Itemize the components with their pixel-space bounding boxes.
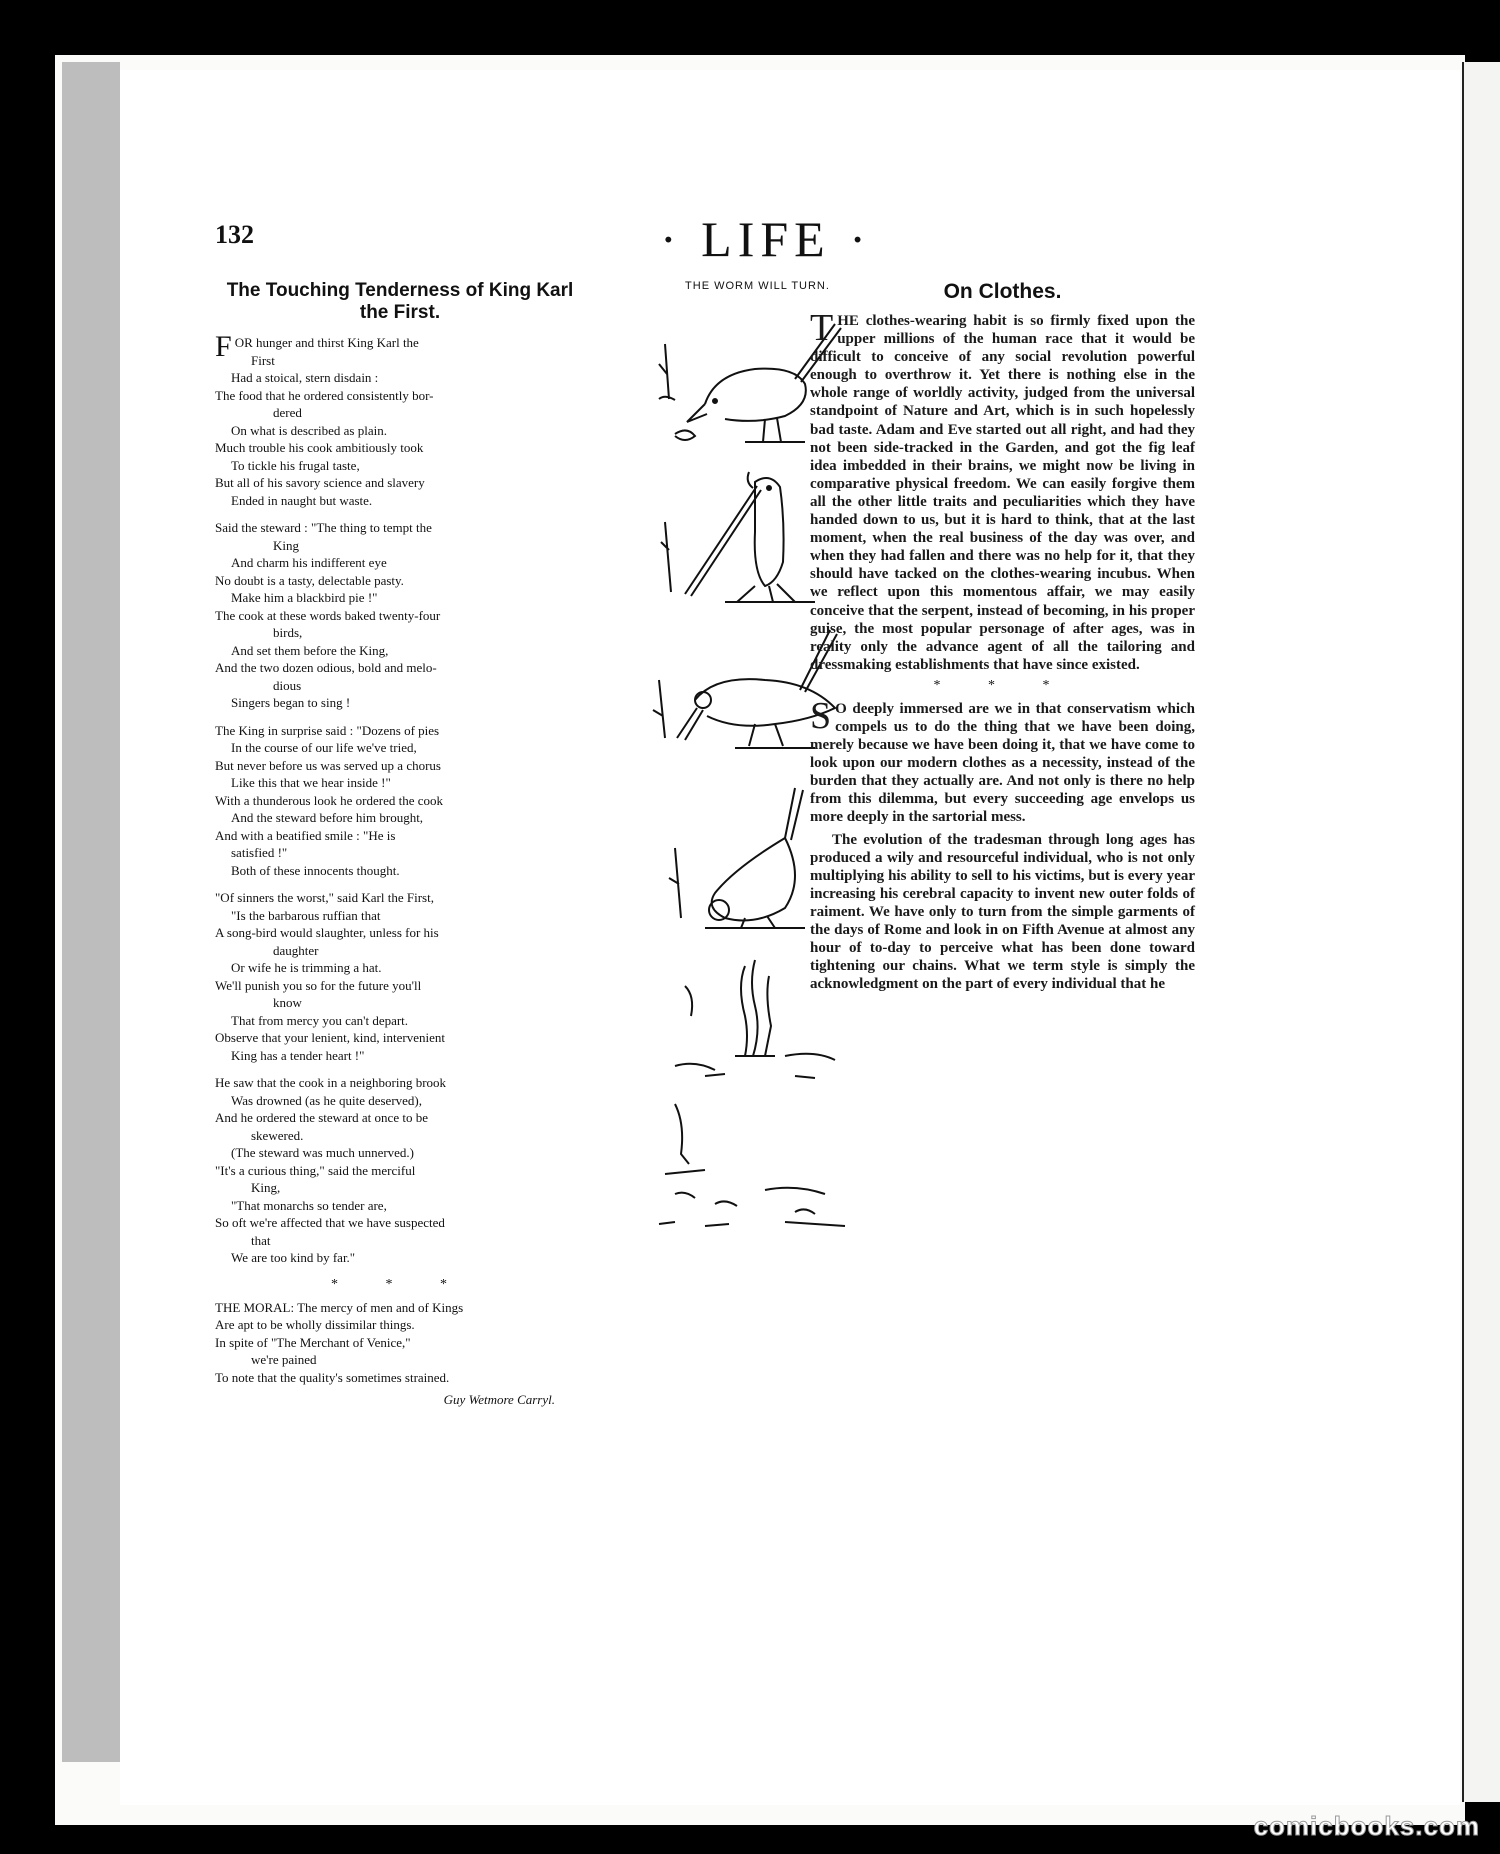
moral-line: we're pained <box>251 1352 317 1367</box>
poem-title: The Touching Tenderness of King Karl the First. <box>226 280 574 323</box>
cartoon-caption: THE WORM WILL TURN. <box>685 280 830 292</box>
poem-line: The King in surprise said : "Dozens of pies <box>215 722 440 738</box>
poem-line: "Is the barbarous ruffian that <box>231 907 381 923</box>
cartoon-panel-6-scattered-remains <box>645 1094 865 1234</box>
poem-line: And the two dozen odious, bold and melo- <box>215 660 437 675</box>
poem-line: Observe that your lenient, kind, intervenient <box>215 1030 445 1045</box>
poem-line: Ended in naught but waste. <box>231 492 373 508</box>
moral-line: In spite of "The Merchant of Venice," <box>215 1334 411 1350</box>
masthead-title: · LIFE · <box>660 211 872 267</box>
poem-line: King, <box>251 1180 281 1195</box>
poem-line: So oft we're affected that we have suspected <box>215 1215 445 1230</box>
poem-line: But all of his savory science and slavery <box>215 475 425 490</box>
essay-paragraph-2 <box>810 694 1195 827</box>
drop-cap-t: T <box>810 307 834 349</box>
poem-line: "That monarchs so tender are, <box>231 1197 387 1213</box>
poem-line: dered <box>273 405 302 420</box>
poem-drop-cap: F <box>215 330 232 363</box>
poem-line: skewered. <box>251 1127 304 1143</box>
essay-title: On Clothes. <box>943 280 1062 303</box>
poem-line: And the steward before him brought, <box>231 810 424 825</box>
essay-paragraph-2-text: O deeply immersed are we in that conservatism which compels us to do the thing that we have been doing, merely because we have been doing it, that we have come to look upon our modern clothes as a necessity, instead of the burden that they actually are. And not only is there no help from this dilemma, but every succeeding age envelops us more deeply in the sartorial mess. <box>810 700 1195 826</box>
poem-line: daughter <box>273 942 319 958</box>
section-divider-stars: * * * <box>331 1276 469 1292</box>
poem-line: He saw that the cook in a neighboring brook <box>215 1075 447 1090</box>
moral-line: To note that the quality's sometimes strained. <box>215 1369 450 1385</box>
magazine-page <box>120 70 1460 1805</box>
poem-line: On what is described as plain. <box>231 422 387 438</box>
poem-line: Both of these innocents thought. <box>231 862 400 878</box>
poem-line: satisfied !" <box>231 845 288 860</box>
poem-column <box>215 280 585 1408</box>
poem-line: To tickle his frugal taste, <box>231 457 360 473</box>
book-page-edges <box>62 62 120 1762</box>
drop-cap-s: S <box>810 694 832 737</box>
poem-line: that <box>251 1232 271 1248</box>
poem-line: In the course of our life we've tried, <box>231 740 417 755</box>
poem-line: The cook at these words baked twenty-four <box>215 607 441 623</box>
poem-stanza <box>215 889 585 1064</box>
essay-paragraph-3: The evolution of the tradesman through long ages has produced a wily and resourceful individual, who is not only multiplying his ability to sell to his victims, but is every year increasing his cerebral capacity to invent new outer folds of raiment. We have only to turn from the simple garments of the days of Rome and look in on Fifth Avenue at almost any hour of to-day to perceive what has been done toward tightening our chains. What we term style is simply the acknowledgment on the part of every individual that he <box>810 831 1195 993</box>
poem-line: Much trouble his cook ambitiously took <box>215 440 424 455</box>
poem-line: Like this that we hear inside !" <box>231 775 391 790</box>
poem-stanza <box>215 330 585 509</box>
poem-line: We are too kind by far." <box>231 1250 356 1265</box>
poem-line: King <box>273 537 299 553</box>
poem-body <box>215 330 585 1267</box>
next-page-edge <box>1462 62 1500 1802</box>
site-watermark: comicbooks.com <box>1253 1811 1480 1841</box>
essay-paragraph-1-text: HE clothes-wearing habit is so firmly fixed upon the upper millions of the human race that it would be difficult to conceive of any social revolution powerful enough to overthrow it. Yet there is nothing else in the whole range of worldly activity, judged from the universal standpoint of Nature and Art, which is in such hopelessly bad taste. Adam and Eve started out all right, and had they not been side-tracked in the Garden, and got the fig leaf idea imbedded in their brains, we might now be living in comparative physical freedom. We can easily forgive them all the other little traits and peculiarities which they have handed down to us, but it is hard to think, that at the last moment, when the real business of the day was over, and when they had fallen and there was no help for it, that they should have tacked on the clothes-wearing incubus. When we reflect upon this momentous affair, we may easily conceive that the serpent, instead of becoming, in his proper guise, the most popular personage of after ages, was in reality only the advance agent of all the tailoring and dressmaking establishments that have since existed. <box>810 313 1195 673</box>
poem-line: First <box>251 352 275 368</box>
author-signature: Guy Wetmore Carryl. <box>443 1392 555 1407</box>
poem-line: And charm his indifferent eye <box>231 555 387 570</box>
poem-line: And he ordered the steward at once to be <box>215 1110 428 1125</box>
poem-line: (The steward was much unnerved.) <box>231 1145 415 1160</box>
page-number: 132 <box>215 220 254 249</box>
poem-line: Said the steward : "The thing to tempt the <box>215 520 432 535</box>
poem-line: We'll punish you so for the future you'll <box>215 977 422 993</box>
poem-line: That from mercy you can't depart. <box>231 1012 409 1028</box>
moral-line: THE MORAL: The mercy of men and of Kings <box>215 1299 464 1315</box>
poem-line: The food that he ordered consistently bor- <box>215 387 434 403</box>
essay-divider-stars: * * * <box>933 677 1072 693</box>
poem-line: birds, <box>273 625 303 640</box>
poem-line: Had a stoical, stern disdain : <box>231 370 379 385</box>
moral-line: Are apt to be wholly dissimilar things. <box>215 1317 415 1332</box>
poem-line: King has a tender heart !" <box>231 1047 365 1063</box>
poem-line: Or wife he is trimming a hat. <box>231 960 382 975</box>
poem-line: "Of sinners the worst," said Karl the First, <box>215 890 434 905</box>
poem-line: dious <box>273 677 302 693</box>
poem-line: Make him a blackbird pie !" <box>231 590 378 605</box>
poem-line: "It's a curious thing," said the merciful <box>215 1162 416 1178</box>
poem-line: Was drowned (as he quite deserved), <box>231 1092 422 1108</box>
essay-column <box>810 280 1195 997</box>
poem-line: With a thunderous look he ordered the cook <box>215 792 443 808</box>
poem-line: FOR hunger and thirst King Karl the <box>215 330 419 363</box>
poem-line: A song-bird would slaughter, unless for his <box>215 925 439 940</box>
poem-line: And set them before the King, <box>231 642 389 658</box>
poem-line: And with a beatified smile : "He is <box>215 827 396 843</box>
poem-line: Singers began to sing ! <box>231 695 351 710</box>
poem-line: No doubt is a tasty, delectable pasty. <box>215 572 404 588</box>
poem-moral <box>215 1299 585 1387</box>
essay-paragraph-1 <box>810 307 1195 674</box>
poem-stanza <box>215 1074 585 1267</box>
poem-stanza <box>215 519 585 712</box>
poem-line: But never before us was served up a chorus <box>215 757 441 773</box>
poem-stanza <box>215 722 585 880</box>
poem-line: know <box>273 995 302 1010</box>
